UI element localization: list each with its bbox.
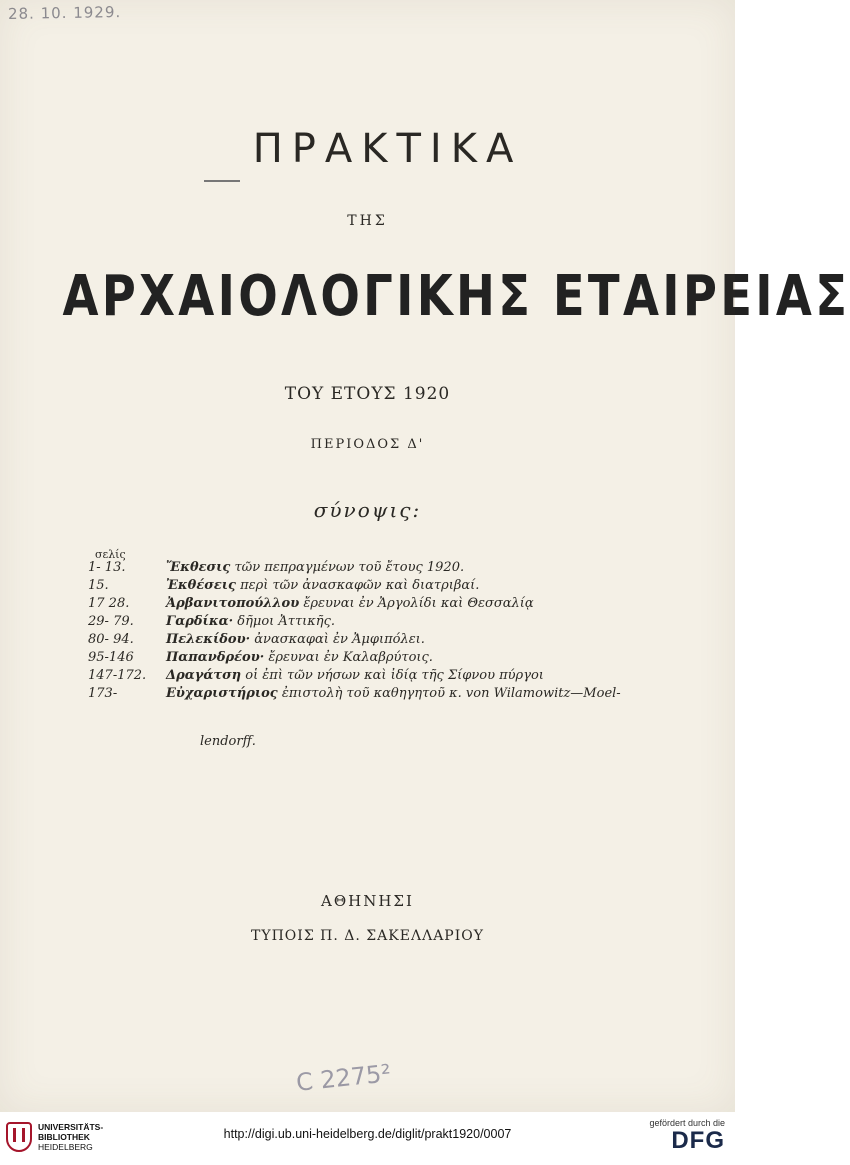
- toc-title: τῶν πεπραγμένων τοῦ ἔτους 1920.: [234, 560, 465, 575]
- toc-pages: 95-146: [88, 650, 134, 665]
- toc-entry: [166, 614, 335, 629]
- toc-continuation: lendorff.: [200, 734, 256, 749]
- toc-title: ἔρευναι ἐν Ἀργολίδι καὶ Θεσσαλίᾳ: [303, 596, 534, 611]
- toc-title: ἔρευναι ἐν Καλαβρύτοις.: [268, 650, 433, 665]
- imprint-place: ΑΘΗΝΗΣΙ: [321, 892, 414, 910]
- viewer-footer: [0, 1112, 735, 1165]
- toc-pages: 15.: [88, 578, 109, 593]
- synopsis-heading: σύνοψις:: [313, 498, 422, 522]
- permalink-url[interactable]: http://digi.ub.uni-heidelberg.de/diglit/prakt1920/0007: [223, 1127, 512, 1141]
- toc-pages: 173-: [88, 686, 118, 701]
- toc-pages: 80- 94.: [88, 632, 134, 647]
- toc-entry: [166, 686, 621, 701]
- year-line: ΤΟΥ ΕΤΟΥΣ 1920: [284, 384, 451, 404]
- page-title: ΠΡΑΚΤΙΚΑ: [252, 126, 523, 172]
- toc-author: Εὐχαριστήριος: [166, 686, 278, 701]
- toc-pages: 29- 79.: [88, 614, 134, 629]
- toc-entry: [166, 632, 425, 647]
- toc-pages: 1- 13.: [88, 560, 126, 575]
- subtitle-the: ΤΗΣ: [347, 213, 388, 229]
- toc-author: Ἀρβανιτοπούλλου: [166, 596, 300, 611]
- handwritten-date: 28. 10. 1929.: [7, 3, 122, 23]
- imprint-printer: ΤΥΠΟΙΣ Π. Δ. ΣΑΚΕΛΛΑΡΙΟΥ: [251, 928, 484, 944]
- toc-author: Δραγάτση: [166, 668, 242, 683]
- toc-author: Ἐκθέσεις: [166, 578, 236, 593]
- toc-heading: σελίς: [95, 548, 126, 561]
- toc-entry: [166, 578, 479, 593]
- toc-title: οἱ ἐπὶ τῶν νήσων καὶ ἰδίᾳ τῆς Σίφνου πύργοι: [245, 668, 544, 683]
- toc-author: Ἔκθεσις: [166, 560, 231, 575]
- pencil-mark: [204, 180, 240, 182]
- toc-author: Πελεκίδου·: [166, 632, 251, 647]
- toc-entry: [166, 596, 534, 611]
- toc-entry: [166, 560, 464, 575]
- dfg-wordmark: DFG: [671, 1127, 725, 1154]
- toc-title: περὶ τῶν ἀνασκαφῶν καὶ διατριβαί.: [240, 578, 480, 593]
- toc-title: δῆμοι Ἀττικῆς.: [237, 614, 335, 629]
- dfg-logo[interactable]: [649, 1118, 725, 1154]
- library-name: UNIVERSITÄTS- BIBLIOTHEK HEIDELBERG: [38, 1122, 104, 1152]
- toc-title: ἀνασκαφαὶ ἐν Ἀμφιπόλει.: [254, 632, 425, 647]
- toc-title: ἐπιστολὴ τοῦ καθηγητοῦ κ. von Wilamowitz—Moel-: [281, 686, 621, 701]
- toc-pages: 17 28.: [88, 596, 130, 611]
- toc-entry: [166, 668, 544, 683]
- toc-entry: [166, 650, 433, 665]
- shelfmark: C 2275²: [294, 1059, 393, 1097]
- toc-pages: 147-172.: [88, 668, 147, 683]
- funded-by-text: gefördert durch die: [649, 1118, 725, 1128]
- toc-author: Γαρδίκα·: [166, 614, 234, 629]
- society-name: ΑΡΧΑΙΟΛΟΓΙΚΗΣ ΕΤΑΙΡΕΙΑΣ: [62, 264, 850, 329]
- toc-author: Παπανδρέου·: [166, 650, 265, 665]
- period-line: ΠΕΡΙΟΔΟΣ Δ': [310, 437, 425, 452]
